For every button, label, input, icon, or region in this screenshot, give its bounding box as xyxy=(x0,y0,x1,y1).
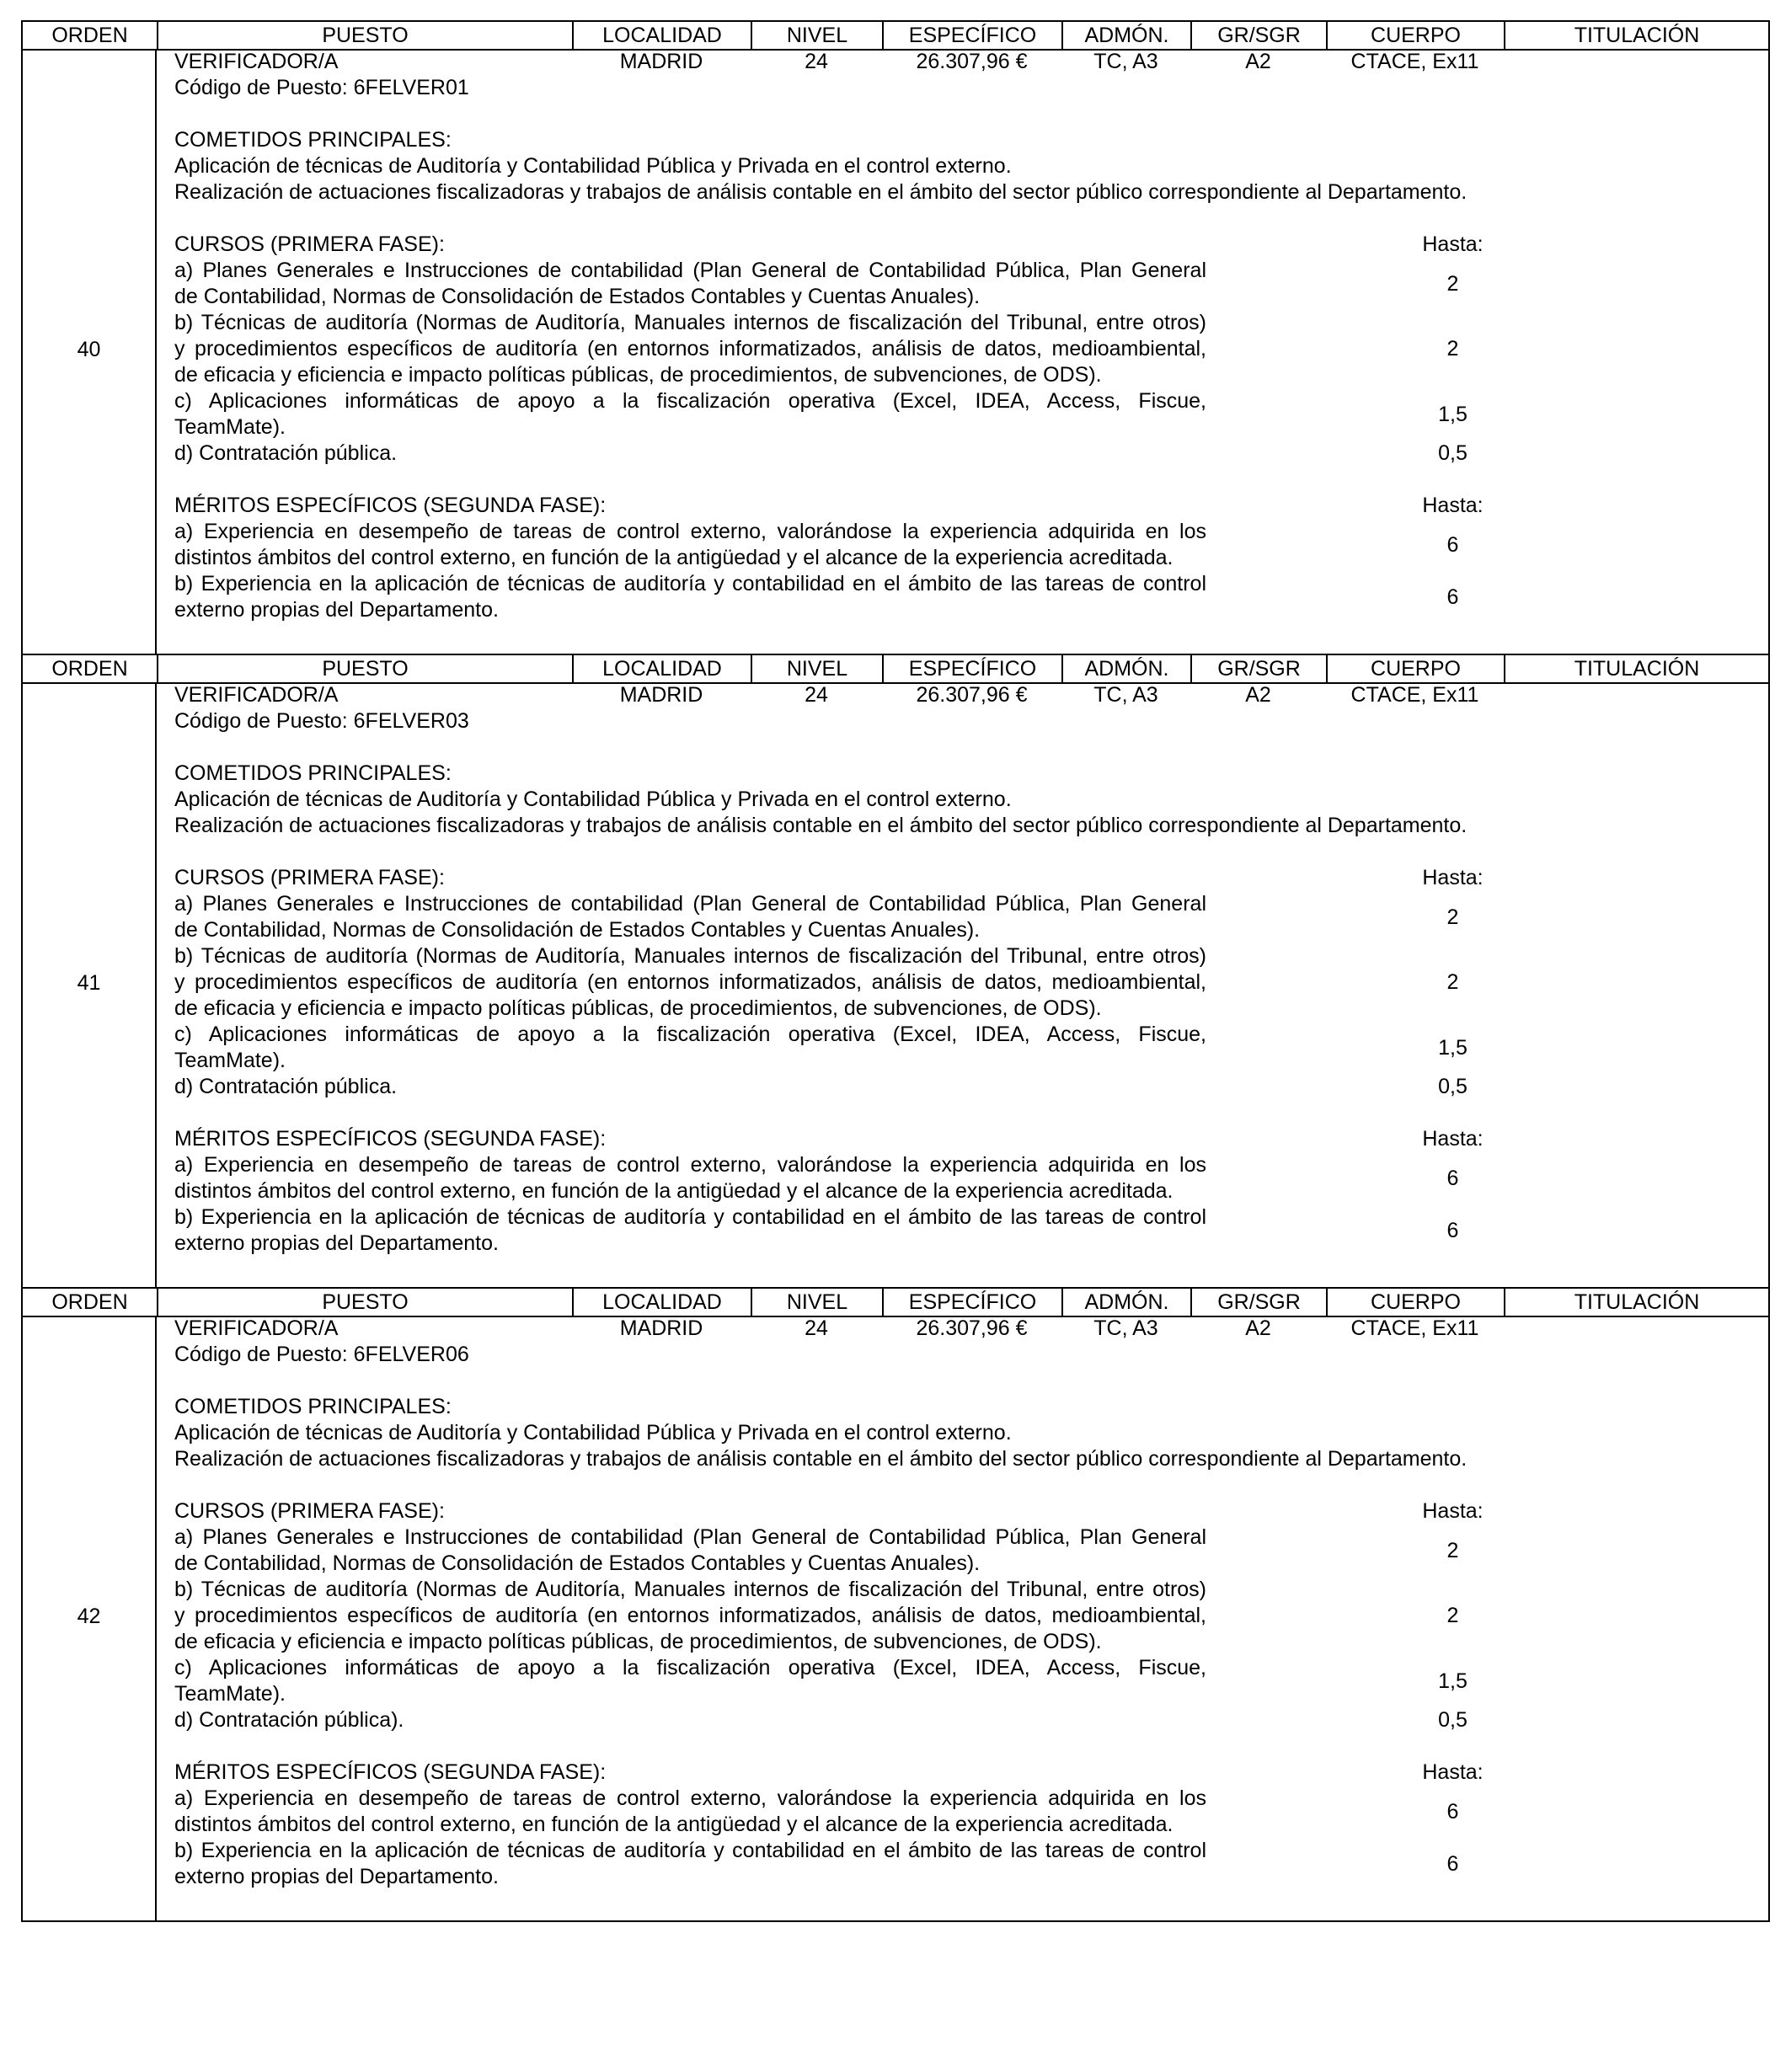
merito-line: distintos ámbitos del control externo, en función de la antigüedad y el alcance de la experiencia acreditada. xyxy=(174,546,1174,569)
curso-points: 2 xyxy=(1446,271,1459,296)
curso-line: TeamMate). xyxy=(174,1682,286,1706)
merito-line: b) Experiencia en la aplicación de técnicas de auditoría y contabilidad en el ámbito de las tareas de control xyxy=(174,1205,1206,1229)
merito-points: 6 xyxy=(1446,1218,1459,1242)
curso-points: 1,5 xyxy=(1438,402,1468,426)
header-grsgr: GR/SGR xyxy=(1190,22,1326,49)
cometidos-heading: COMETIDOS PRINCIPALES: xyxy=(174,761,452,785)
header-especifico: ESPECÍFICO xyxy=(882,655,1061,682)
curso-points: 1,5 xyxy=(1438,1035,1468,1060)
curso-points: 0,5 xyxy=(1438,441,1468,465)
table-header-row xyxy=(21,1287,1770,1317)
header-especifico: ESPECÍFICO xyxy=(882,22,1061,49)
curso-line: b) Técnicas de auditoría (Normas de Auditoría, Manuales internos de fiscalización del Tribunal, entre otros) xyxy=(174,944,1206,968)
puesto-title: VERIFICADOR/A xyxy=(174,683,339,707)
curso-line: c) Aplicaciones informáticas de apoyo a la fiscalización operativa (Excel, IDEA, Access, Fiscue, xyxy=(174,1656,1206,1679)
header-cuerpo: CUERPO xyxy=(1326,655,1504,682)
header-titulacion: TITULACIÓN xyxy=(1504,1289,1768,1316)
table-header-row xyxy=(21,654,1770,684)
header-localidad: LOCALIDAD xyxy=(572,22,751,49)
curso-points: 0,5 xyxy=(1438,1708,1468,1732)
curso-line: TeamMate). xyxy=(174,415,286,439)
codigo-puesto: Código de Puesto: 6FELVER06 xyxy=(174,1343,469,1366)
header-cuerpo: CUERPO xyxy=(1326,22,1504,49)
especifico-value: 26.307,96 € xyxy=(916,683,1028,707)
grsgr-value: A2 xyxy=(1245,50,1271,73)
cometido-line: Aplicación de técnicas de Auditoría y Contabilidad Pública y Privada en el control externo. xyxy=(174,788,1012,811)
curso-points: 2 xyxy=(1446,905,1459,929)
header-orden: ORDEN xyxy=(51,657,128,681)
merito-line: externo propias del Departamento. xyxy=(174,1231,499,1255)
codigo-puesto: Código de Puesto: 6FELVER03 xyxy=(174,709,469,733)
especifico-value: 26.307,96 € xyxy=(916,50,1028,73)
nivel-value: 24 xyxy=(805,683,828,707)
position-block xyxy=(21,1287,1768,1922)
curso-line: de Contabilidad, Normas de Consolidación de Estados Contables y Cuentas Anuales). xyxy=(174,918,981,942)
curso-line: b) Técnicas de auditoría (Normas de Auditoría, Manuales internos de fiscalización del Tribunal, entre otros) xyxy=(174,1578,1206,1601)
column-divider xyxy=(155,682,157,1287)
position-row xyxy=(21,1316,1770,1922)
hasta-label: Hasta: xyxy=(1422,1499,1484,1523)
curso-points: 1,5 xyxy=(1438,1669,1468,1693)
header-puesto: PUESTO xyxy=(157,22,572,49)
header-titulacion: TITULACIÓN xyxy=(1504,22,1768,49)
cometido-line: Aplicación de técnicas de Auditoría y Contabilidad Pública y Privada en el control externo. xyxy=(174,1421,1012,1445)
cuerpo-value: CTACE, Ex11 xyxy=(1350,1316,1479,1340)
nivel-value: 24 xyxy=(805,50,828,73)
puesto-title: VERIFICADOR/A xyxy=(174,1316,339,1340)
curso-points: 2 xyxy=(1446,970,1459,994)
curso-line: de Contabilidad, Normas de Consolidación de Estados Contables y Cuentas Anuales). xyxy=(174,285,981,308)
curso-line: a) Planes Generales e Instrucciones de contabilidad (Plan General de Contabilidad Pública, Plan General xyxy=(174,259,1206,282)
curso-points: 0,5 xyxy=(1438,1075,1468,1098)
curso-points: 2 xyxy=(1446,1538,1459,1562)
column-divider xyxy=(155,1316,157,1920)
merito-line: distintos ámbitos del control externo, en función de la antigüedad y el alcance de la experiencia acreditada. xyxy=(174,1179,1174,1203)
orden-number: 40 xyxy=(77,338,101,361)
merito-points: 6 xyxy=(1446,1799,1459,1824)
cometido-line: Realización de actuaciones fiscalizadoras y trabajos de análisis contable en el ámbito del sector público correspondiente al Departamento. xyxy=(174,180,1468,204)
grsgr-value: A2 xyxy=(1245,1316,1271,1340)
especifico-value: 26.307,96 € xyxy=(916,1316,1028,1340)
header-grsgr: GR/SGR xyxy=(1190,1289,1326,1316)
header-grsgr: GR/SGR xyxy=(1190,655,1326,682)
hasta-label: Hasta: xyxy=(1422,1127,1484,1151)
nivel-value: 24 xyxy=(805,1316,828,1340)
curso-line: y procedimientos específicos de auditoría (en entornos informatizados, análisis de datos, medioambiental, xyxy=(174,970,1206,994)
meritos-heading: MÉRITOS ESPECÍFICOS (SEGUNDA FASE): xyxy=(174,1127,607,1151)
curso-line: de Contabilidad, Normas de Consolidación de Estados Contables y Cuentas Anuales). xyxy=(174,1551,981,1575)
cometido-line: Aplicación de técnicas de Auditoría y Contabilidad Pública y Privada en el control externo. xyxy=(174,154,1012,178)
curso-line: a) Planes Generales e Instrucciones de contabilidad (Plan General de Contabilidad Pública, Plan General xyxy=(174,1525,1206,1549)
merito-line: a) Experiencia en desempeño de tareas de control externo, valorándose la experiencia adquirida en los xyxy=(174,1786,1206,1810)
curso-line: b) Técnicas de auditoría (Normas de Auditoría, Manuales internos de fiscalización del Tribunal, entre otros) xyxy=(174,311,1206,334)
merito-line: externo propias del Departamento. xyxy=(174,1865,499,1888)
meritos-heading: MÉRITOS ESPECÍFICOS (SEGUNDA FASE): xyxy=(174,1760,607,1784)
merito-line: a) Experiencia en desempeño de tareas de control externo, valorándose la experiencia adquirida en los xyxy=(174,520,1206,543)
merito-points: 6 xyxy=(1446,585,1459,609)
position-block xyxy=(21,20,1768,655)
merito-line: b) Experiencia en la aplicación de técnicas de auditoría y contabilidad en el ámbito de las tareas de control xyxy=(174,1839,1206,1862)
admon-value: TC, A3 xyxy=(1093,1316,1158,1340)
admon-value: TC, A3 xyxy=(1093,683,1158,707)
cometido-line: Realización de actuaciones fiscalizadoras y trabajos de análisis contable en el ámbito del sector público correspondiente al Departamento. xyxy=(174,1447,1468,1471)
header-puesto: PUESTO xyxy=(157,1289,572,1316)
curso-line: y procedimientos específicos de auditoría (en entornos informatizados, análisis de datos, medioambiental, xyxy=(174,337,1206,360)
header-nivel: NIVEL xyxy=(751,22,882,49)
hasta-label: Hasta: xyxy=(1422,232,1484,256)
header-admon: ADMÓN. xyxy=(1061,22,1190,49)
localidad-value: MADRID xyxy=(619,1316,703,1340)
merito-line: externo propias del Departamento. xyxy=(174,598,499,622)
curso-line: c) Aplicaciones informáticas de apoyo a la fiscalización operativa (Excel, IDEA, Access, Fiscue, xyxy=(174,1023,1206,1046)
cometido-line: Realización de actuaciones fiscalizadoras y trabajos de análisis contable en el ámbito del sector público correspondiente al Departamento. xyxy=(174,814,1468,837)
hasta-label: Hasta: xyxy=(1422,866,1484,889)
position-block xyxy=(21,654,1768,1289)
header-cuerpo: CUERPO xyxy=(1326,1289,1504,1316)
merito-points: 6 xyxy=(1446,1166,1459,1190)
curso-line: de eficacia y eficiencia e impacto políticas públicas, de procedimientos, de subvenciones, de ODS). xyxy=(174,996,1102,1020)
table-header-row xyxy=(21,20,1770,51)
curso-line: de eficacia y eficiencia e impacto políticas públicas, de procedimientos, de subvenciones, de ODS). xyxy=(174,1630,1102,1653)
cometidos-heading: COMETIDOS PRINCIPALES: xyxy=(174,1395,452,1418)
curso-line: a) Planes Generales e Instrucciones de contabilidad (Plan General de Contabilidad Pública, Plan General xyxy=(174,892,1206,916)
cursos-heading: CURSOS (PRIMERA FASE): xyxy=(174,866,445,889)
cursos-heading: CURSOS (PRIMERA FASE): xyxy=(174,232,445,256)
header-admon: ADMÓN. xyxy=(1061,655,1190,682)
merito-points: 6 xyxy=(1446,1851,1459,1876)
cometidos-heading: COMETIDOS PRINCIPALES: xyxy=(174,128,452,152)
header-localidad: LOCALIDAD xyxy=(572,655,751,682)
localidad-value: MADRID xyxy=(619,50,703,73)
header-admon: ADMÓN. xyxy=(1061,1289,1190,1316)
header-nivel: NIVEL xyxy=(751,655,882,682)
position-row xyxy=(21,49,1770,655)
header-puesto: PUESTO xyxy=(157,655,572,682)
header-titulacion: TITULACIÓN xyxy=(1504,655,1768,682)
hasta-label: Hasta: xyxy=(1422,1760,1484,1784)
hasta-label: Hasta: xyxy=(1422,494,1484,517)
merito-points: 6 xyxy=(1446,532,1459,557)
curso-line: d) Contratación pública). xyxy=(174,1708,404,1732)
cursos-heading: CURSOS (PRIMERA FASE): xyxy=(174,1499,445,1523)
merito-line: distintos ámbitos del control externo, en función de la antigüedad y el alcance de la experiencia acreditada. xyxy=(174,1813,1174,1836)
curso-points: 2 xyxy=(1446,1604,1459,1627)
localidad-value: MADRID xyxy=(619,683,703,707)
codigo-puesto: Código de Puesto: 6FELVER01 xyxy=(174,76,469,99)
column-divider xyxy=(155,49,157,654)
merito-line: a) Experiencia en desempeño de tareas de control externo, valorándose la experiencia adquirida en los xyxy=(174,1153,1206,1177)
curso-line: d) Contratación pública. xyxy=(174,1075,398,1098)
header-nivel: NIVEL xyxy=(751,1289,882,1316)
merito-line: b) Experiencia en la aplicación de técnicas de auditoría y contabilidad en el ámbito de las tareas de control xyxy=(174,572,1206,595)
curso-points: 2 xyxy=(1446,337,1459,360)
meritos-heading: MÉRITOS ESPECÍFICOS (SEGUNDA FASE): xyxy=(174,494,607,517)
curso-line: d) Contratación pública. xyxy=(174,441,398,465)
cuerpo-value: CTACE, Ex11 xyxy=(1350,50,1479,73)
position-row xyxy=(21,682,1770,1289)
curso-line: de eficacia y eficiencia e impacto políticas públicas, de procedimientos, de subvenciones, de ODS). xyxy=(174,363,1102,387)
orden-number: 41 xyxy=(77,971,101,995)
header-orden: ORDEN xyxy=(51,24,128,47)
admon-value: TC, A3 xyxy=(1093,50,1158,73)
curso-line: y procedimientos específicos de auditoría (en entornos informatizados, análisis de datos, medioambiental, xyxy=(174,1604,1206,1627)
header-especifico: ESPECÍFICO xyxy=(882,1289,1061,1316)
grsgr-value: A2 xyxy=(1245,683,1271,707)
puesto-title: VERIFICADOR/A xyxy=(174,50,339,73)
header-orden: ORDEN xyxy=(51,1290,128,1314)
header-localidad: LOCALIDAD xyxy=(572,1289,751,1316)
curso-line: c) Aplicaciones informáticas de apoyo a la fiscalización operativa (Excel, IDEA, Access, Fiscue, xyxy=(174,389,1206,413)
orden-number: 42 xyxy=(77,1605,101,1628)
cuerpo-value: CTACE, Ex11 xyxy=(1350,683,1479,707)
curso-line: TeamMate). xyxy=(174,1049,286,1072)
